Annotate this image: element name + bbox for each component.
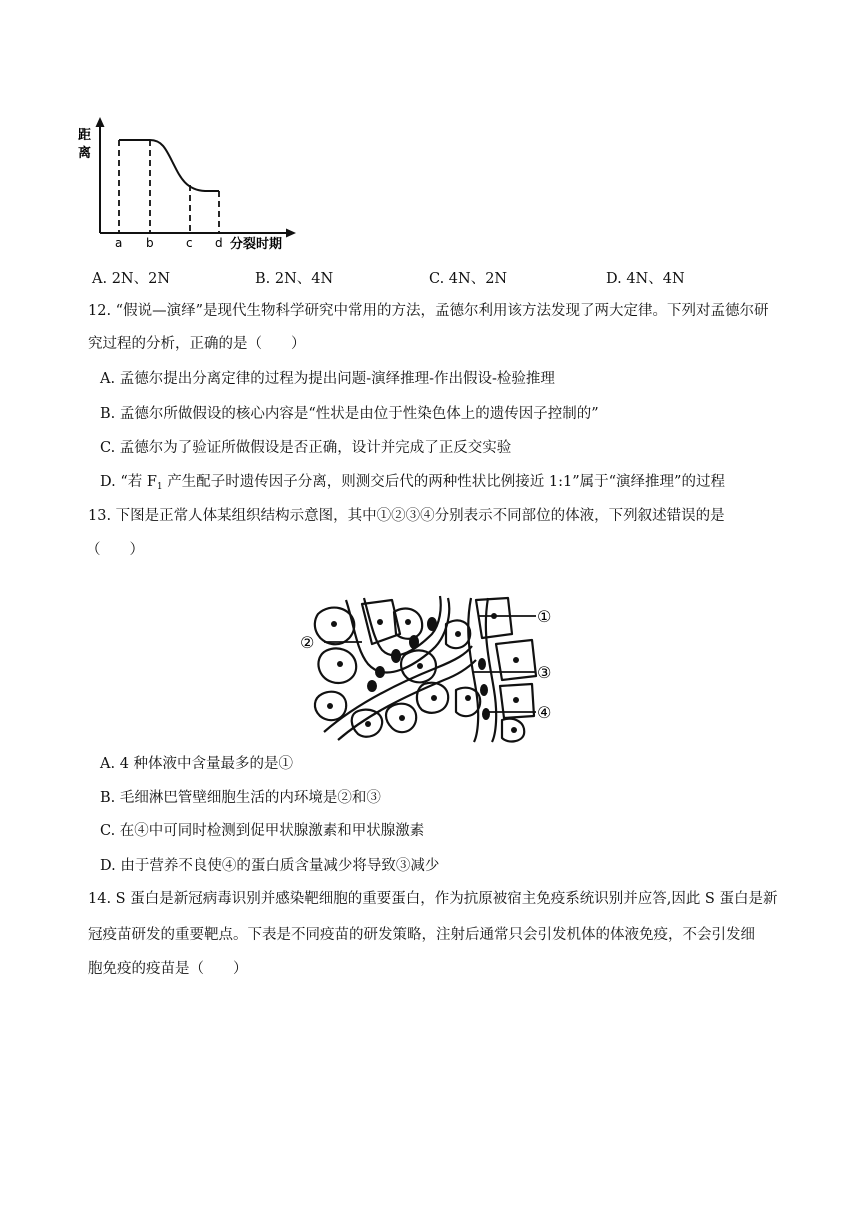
q13-stem-line2: （ ） xyxy=(86,542,144,558)
diagram-label-4: ④ xyxy=(537,703,552,722)
tissue-structure-diagram xyxy=(296,594,566,744)
q13-stem-line1: 13. 下图是正常人体某组织结构示意图，其中①②③④分别表示不同部位的体液，下列叙述错误的是 xyxy=(88,508,725,524)
blood-cell xyxy=(427,617,437,631)
nucleus xyxy=(327,703,333,709)
diagram-label-2: ② xyxy=(300,633,315,652)
diagram-label-1: ① xyxy=(537,607,552,626)
nucleus xyxy=(377,619,383,625)
q12-option-c: C. 孟德尔为了验证所做假设是否正确，设计并完成了正反交实验 xyxy=(100,440,512,456)
lymph-vessel-left xyxy=(468,598,478,742)
graph-x-label: 分裂时期 xyxy=(230,237,283,252)
blood-cell xyxy=(478,658,486,670)
graph-y-label-1: 距 xyxy=(78,128,92,143)
nucleus xyxy=(511,727,517,733)
nucleus xyxy=(513,697,519,703)
q11-option-d: D. 4N、4N xyxy=(606,271,685,287)
q11-option-b: B. 2N、4N xyxy=(255,271,334,287)
blood-cell xyxy=(480,684,488,696)
graph-tick-c: c xyxy=(186,236,193,250)
q13-option-b: B. 毛细淋巴管壁细胞生活的内环境是②和③ xyxy=(100,790,381,806)
blood-cell xyxy=(367,680,377,692)
diagram-label-3: ③ xyxy=(537,663,552,682)
q12-option-b: B. 孟德尔所做假设的核心内容是“性状是由位于性染色体上的遗传因子控制的” xyxy=(100,406,599,422)
q13-option-d: D. 由于营养不良使④的蛋白质含量减少将导致③减少 xyxy=(100,858,440,874)
nucleus xyxy=(365,721,371,727)
graph-curve xyxy=(119,140,219,191)
nucleus xyxy=(455,631,461,637)
q13-option-a: A. 4 种体液中含量最多的是① xyxy=(100,756,294,772)
nucleus xyxy=(513,657,519,663)
cell-left-mid xyxy=(318,648,356,683)
q12-option-d-post: 产生配子时遗传因子分离，则测交后代的两种性状比例接近 1:1”属于“演绎推理”的过程 xyxy=(162,474,725,490)
q14-stem-line2: 冠疫苗研发的重要靶点。下表是不同疫苗的研发策略，注射后通常只会引发机体的体液免疫，不会引发细 xyxy=(88,927,755,943)
q14-stem-line1: 14. S 蛋白是新冠病毒识别并感染靶细胞的重要蛋白，作为抗原被宿主免疫系统识别并应答,因此 S 蛋白是新 xyxy=(88,891,778,907)
graph-y-arrow xyxy=(96,117,105,127)
q11-option-c: C. 4N、2N xyxy=(429,271,508,287)
q11-option-a: A. 2N、2N xyxy=(92,271,171,287)
graph-tick-d: d xyxy=(215,236,223,250)
q12-option-d xyxy=(100,472,725,497)
nucleus xyxy=(405,619,411,625)
graph-y-label-2: 离 xyxy=(78,146,92,161)
q12-option-d-sub: 1 xyxy=(156,482,163,492)
lymph-vessel-right xyxy=(486,598,496,742)
graph-x-arrow xyxy=(286,229,296,238)
graph-tick-b: b xyxy=(146,236,154,250)
blood-cell xyxy=(391,649,401,663)
nucleus xyxy=(331,621,337,627)
q12-stem-line2: 究过程的分析，正确的是（ ） xyxy=(88,336,306,352)
q12-option-d-pre: D. “若 F xyxy=(100,474,157,490)
q13-option-c: C. 在④中可同时检测到促甲状腺激素和甲状腺激素 xyxy=(100,823,425,839)
nucleus xyxy=(465,695,471,701)
blood-cell xyxy=(409,635,419,649)
nucleus xyxy=(337,661,343,667)
q12-stem-line1: 12. “假说—演绎”是现代生物科学研究中常用的方法，孟德尔利用该方法发现了两大定律。下列对孟德尔研 xyxy=(88,303,769,319)
graph-tick-a: a xyxy=(115,236,123,250)
distance-phase-graph xyxy=(70,115,310,255)
nucleus xyxy=(399,715,405,721)
nucleus xyxy=(417,663,423,669)
q14-stem-line3: 胞免疫的疫苗是（ ） xyxy=(88,961,248,977)
q12-option-a: A. 孟德尔提出分离定律的过程为提出问题-演绎推理-作出假设-检验推理 xyxy=(100,371,555,387)
nucleus xyxy=(431,695,437,701)
blood-cell xyxy=(375,666,385,678)
blood-cell xyxy=(482,708,490,720)
